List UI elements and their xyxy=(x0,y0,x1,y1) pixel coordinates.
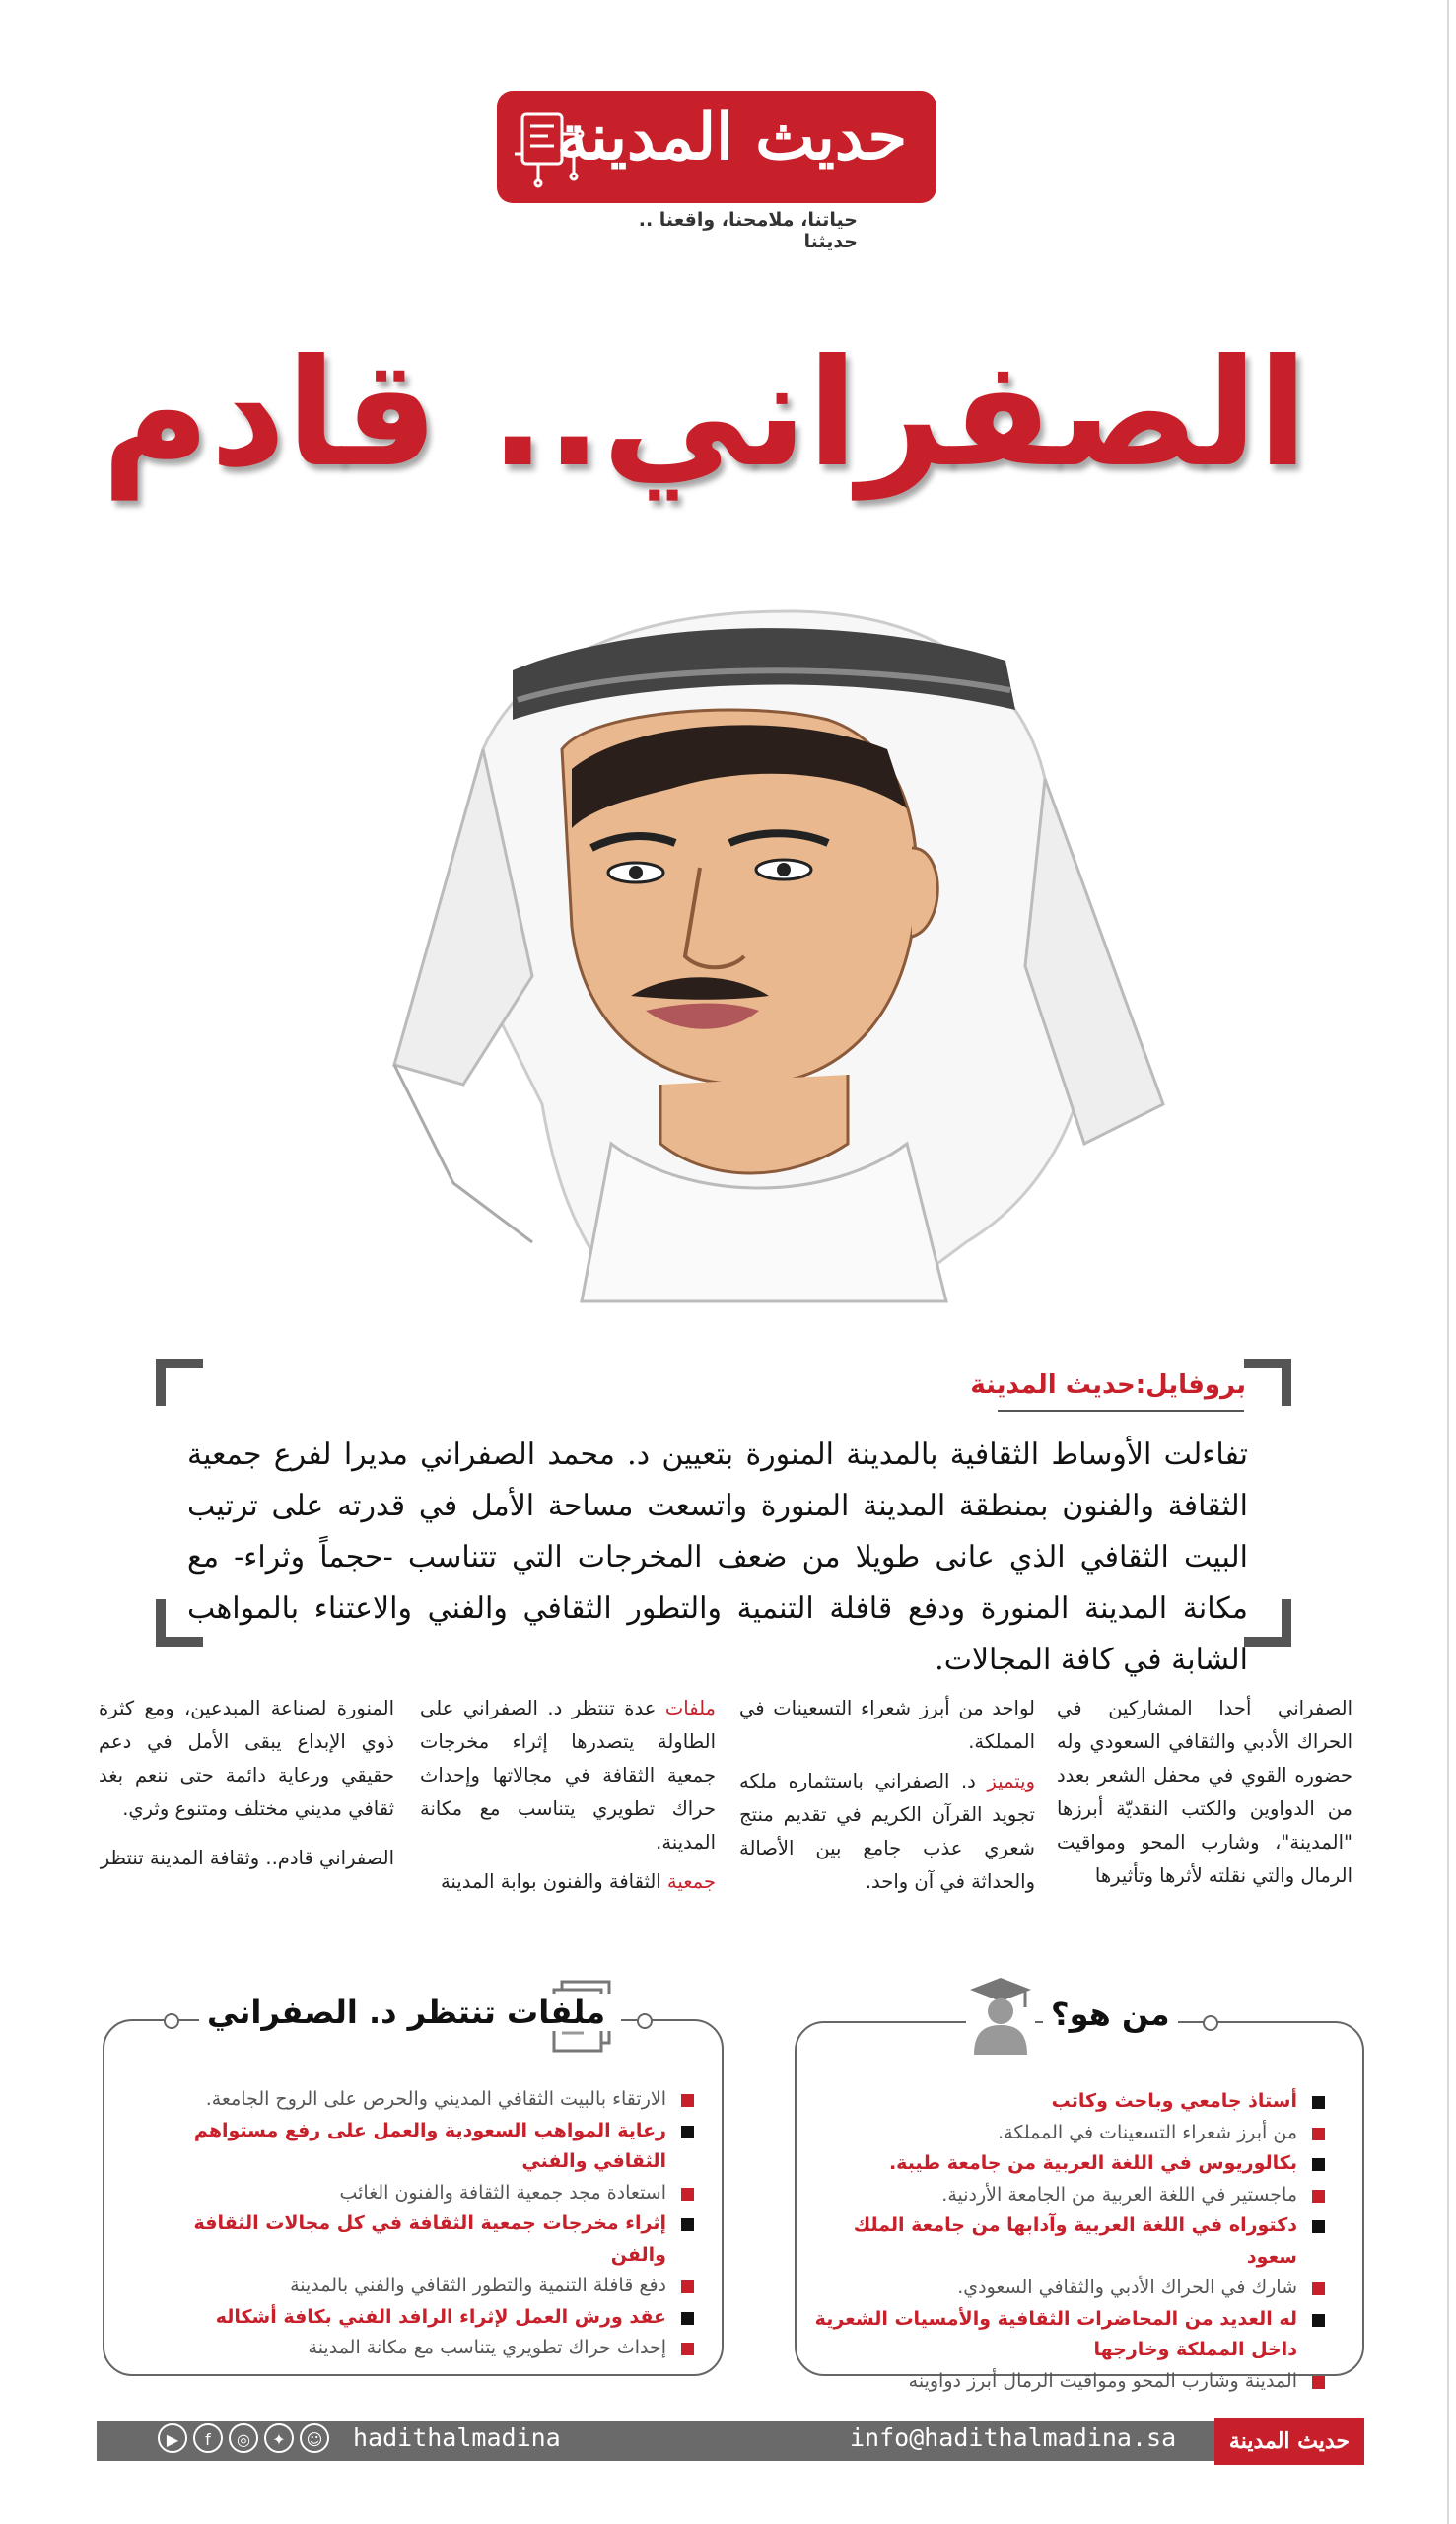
page-edge xyxy=(1447,0,1449,2524)
pending-file-item xyxy=(144,2116,696,2178)
who-is-he-item-text: ماجستير في اللغة العربية من الجامعة الأردنية. xyxy=(941,2183,1297,2206)
pending-file-item-text: إحداث حراك تطويري يتناسب مع مكانة المدينة xyxy=(308,2337,666,2358)
who-is-he-item xyxy=(814,2086,1327,2118)
masthead-tagline: حياتنا، ملامحنا، واقعنا .. حديثنا xyxy=(638,209,858,252)
who-is-he-item xyxy=(814,2304,1327,2366)
footer-social-handle[interactable]: hadithalmadina xyxy=(353,2423,561,2452)
who-is-he-item xyxy=(814,2118,1327,2149)
youtube-icon[interactable]: ▶ xyxy=(158,2423,187,2453)
square-bullet-icon xyxy=(1312,2376,1325,2389)
column-2-para-2: د. الصفراني باستثماره ملكه تجويد القرآن الكريم في تقديم منتج شعري عذب جامع بين الأصالة والحداثة في آن واحد. xyxy=(739,1770,1035,1893)
pending-file-item-text: دفع قافلة التنمية والتطور الثقافي والفني بالمدينة xyxy=(290,2275,666,2296)
intro-paragraph: تفاءلت الأوساط الثقافية بالمدينة المنورة بتعيين د. محمد الصفراني مديرا لفرع جمعية الثقافة والفنون بمنطقة المدينة المنورة واتسعت مساحة الأمل في قدرته على ترتيب البيت الثقافي الذي عانى طويلا من ضعف المخرجات التي تتناسب -حجماً وثراء- مع مكانة المدينة المنورة ودفع قافلة التنمية والتطور الثقافي والفني والاعتناء بالمواهب الشابة في كافة المجالات. xyxy=(187,1437,1248,1677)
column-4-para-2: الصفراني قادم.. وثقافة المدينة تنتظر xyxy=(100,1847,394,1869)
page-headline: الصفراني.. قادم xyxy=(102,328,1308,500)
article-column-1 xyxy=(1057,1692,1352,1893)
footer-logo: حديث المدينة xyxy=(1214,2418,1364,2465)
who-is-he-item xyxy=(814,2210,1327,2273)
pending-files-title: ملفات تنتظر د. الصفراني xyxy=(199,1994,613,2031)
column-1-text: الصفراني أحدا المشاركين في الحراك الأدبي والثقافي السعودي وله حضوره القوي في محفل الشعر بعدد من الدواوين والكتب النقديّة أبرزها "المدينة"، وشارب المحو ومواقيت الرمال والتي نقلته لأثرها وتأثيرها xyxy=(1057,1697,1352,1887)
column-3-lead-word: ملفات xyxy=(664,1697,716,1719)
who-is-he-item-text: من أبرز شعراء التسعينات في المملكة. xyxy=(998,2121,1297,2143)
pending-file-item-text: الارتقاء بالبيت الثقافي المديني والحرص على الروح الجامعة. xyxy=(205,2088,666,2110)
article-column-4 xyxy=(99,1692,394,1875)
pending-file-item xyxy=(144,2208,696,2271)
pending-file-item xyxy=(144,2084,696,2116)
who-is-he-item-text: له العديد من المحاضرات الثقافية والأمسيات الشعرية داخل المملكة وخارجها xyxy=(814,2307,1297,2360)
portrait-illustration xyxy=(335,552,1203,1341)
frame-corner-top-left xyxy=(156,1359,203,1406)
square-bullet-icon xyxy=(1312,2128,1325,2140)
who-is-he-item-text: أستاذ جامعي وباحث وكاتب xyxy=(1051,2090,1297,2112)
article-column-3 xyxy=(420,1692,716,1899)
pending-file-item-text: استعادة مجد جمعية الثقافة والفنون الغائب xyxy=(339,2181,666,2204)
masthead-logo-text: حديث المدينة xyxy=(556,101,907,175)
twitter-icon[interactable]: ✦ xyxy=(264,2423,294,2453)
who-is-he-item-text: المدينة وشارب المحو ومواقيت الرمال أبرز دواوينه xyxy=(908,2369,1297,2392)
column-4-para-1: المنورة لصناعة المبدعين، ومع كثرة ذوي الإبداع يبقى الأمل في دعم حقيقي ورعاية دائمة حتى ننعم بغد ثقافي مديني مختلف ومتنوع وثري. xyxy=(99,1697,394,1820)
who-is-he-item xyxy=(814,2273,1327,2304)
column-2-para-1: لواحد من أبرز شعراء التسعينات في المملكة. xyxy=(739,1697,1035,1753)
footer-email[interactable]: info@hadithalmadina.sa xyxy=(850,2423,1177,2452)
who-is-he-box xyxy=(795,1996,1364,2392)
square-bullet-icon xyxy=(681,2312,694,2325)
square-bullet-icon xyxy=(681,2280,694,2293)
square-bullet-icon xyxy=(1312,2096,1325,2109)
pending-file-item xyxy=(144,2271,696,2302)
pending-files-list xyxy=(144,2084,696,2364)
column-3-lead-word-2: جمعية xyxy=(666,1870,716,1893)
square-bullet-icon xyxy=(681,2188,694,2201)
who-is-he-item xyxy=(814,2148,1327,2180)
square-bullet-icon xyxy=(681,2218,694,2231)
instagram-icon[interactable]: ◎ xyxy=(229,2423,258,2453)
column-3-para-1: عدة تنتظر د. الصفراني على الطاولة يتصدرها إثراء مخرجات جمعية الثقافة في مجالاتها وإحداث حراك تطويري يتناسب مع مكانة المدينة. xyxy=(420,1697,716,1854)
square-bullet-icon xyxy=(1312,2220,1325,2233)
who-is-he-list xyxy=(814,2086,1327,2397)
article-column-2 xyxy=(739,1692,1035,1899)
who-is-he-item-text: شارك في الحراك الأدبي والثقافي السعودي. xyxy=(957,2277,1297,2298)
square-bullet-icon xyxy=(1312,2282,1325,2295)
who-is-he-item-text: دكتوراه في اللغة العربية وآدابها من جامعة الملك سعود xyxy=(853,2214,1297,2268)
pending-file-item xyxy=(144,2302,696,2334)
box-title-dot-left xyxy=(164,2013,179,2029)
masthead-logo xyxy=(497,91,936,203)
box-title-dot-right xyxy=(637,2013,653,2029)
frame-corner-bottom-right xyxy=(1244,1599,1291,1647)
who-is-he-item-text: بكالوريوس في اللغة العربية من جامعة طيبة. xyxy=(888,2152,1297,2174)
who-is-he-title: من هو؟ xyxy=(1043,1996,1178,2033)
box-title-dot xyxy=(1203,2015,1218,2031)
byline-underline xyxy=(998,1410,1244,1412)
square-bullet-icon xyxy=(1312,2314,1325,2327)
pending-file-item-text: عقد ورش العمل لإثراء الرافد الفني بكافة أشكاله xyxy=(215,2305,666,2328)
square-bullet-icon xyxy=(681,2343,694,2355)
square-bullet-icon xyxy=(1312,2190,1325,2203)
who-is-he-item xyxy=(814,2180,1327,2211)
graduate-icon xyxy=(966,1972,1035,2057)
pending-file-item xyxy=(144,2333,696,2364)
pending-files-box xyxy=(103,1994,724,2376)
byline: بروفايل:حديث المدينة xyxy=(970,1370,1246,1400)
pending-file-item-text: إثراء مخرجات جمعية الثقافة في كل مجالات الثقافة والفن xyxy=(193,2212,666,2266)
square-bullet-icon xyxy=(681,2094,694,2107)
facebook-icon[interactable]: f xyxy=(193,2423,223,2453)
frame-corner-top-right xyxy=(1244,1359,1291,1406)
pending-file-item xyxy=(144,2178,696,2209)
pending-file-item-text: رعاية المواهب السعودية والعمل على رفع مستواهم الثقافي والفني xyxy=(193,2119,666,2172)
column-2-lead-word: ويتميز xyxy=(987,1770,1035,1792)
column-3-para-2: الثقافة والفنون بوابة المدينة xyxy=(440,1870,667,1893)
square-bullet-icon xyxy=(1312,2158,1325,2171)
snapchat-icon[interactable]: ☺ xyxy=(300,2423,329,2453)
who-is-he-item xyxy=(814,2366,1327,2398)
square-bullet-icon xyxy=(681,2126,694,2138)
